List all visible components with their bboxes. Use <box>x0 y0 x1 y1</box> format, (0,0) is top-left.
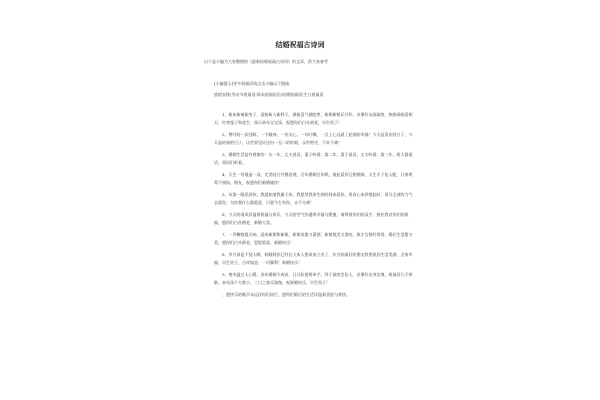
link-separator: | <box>302 92 304 97</box>
wish-item: 、愿快乐的歌声永远伴你们同行，愿你们婚后的生活洋溢着喜悦与欢快。 <box>222 292 350 297</box>
wish-item: 3、婚姻生活是有规律的：头一年，丈夫说话，妻子听着；第二年，妻子说话，丈夫听着；第三年，两人都说话，邻居们听着。 <box>214 152 413 166</box>
wish-item: 2、曾经的一次回眸，一个眼神，一份关心，一句叮嘱，一点上心远就了此刻的幸福！今天是喜庆的日子，今天是结果的日子，让世界见证这份一无二的时刻，永世相守，不弃不离！ <box>214 132 413 146</box>
link-birthday-wishes[interactable]: 生日祝福语 <box>303 92 324 97</box>
document-page <box>178 40 422 400</box>
wish-list <box>214 111 414 303</box>
link-separator: | <box>230 92 232 97</box>
link-labor-day-wishes[interactable]: 劳动节祝福语 <box>231 92 256 97</box>
link-weekend-messages[interactable]: 周末祝福短信 <box>256 92 281 97</box>
tips-box <box>214 78 414 100</box>
link-wedding-wishes[interactable]: 结婚祝福语 <box>282 92 303 97</box>
wish-item: 8、岁月真是不饶人啊，转眼间你已经长大成人要成家立业了，作为你最好的朋友我要祝你生活美满，全家幸福，早生贵子，吉祥如意，一切顺利！新婚快乐！ <box>214 252 413 266</box>
wish-item: 6、今天的清风洋溢着祝福与欢乐，今天的空气弥漫着幸福与甜蜜，请带着你们的双手，接住我对你们的祝福，愿你们白首偕老，新婚大喜。 <box>214 212 409 226</box>
tips-prefix: [小编提示]更多祝福语请点击小编以下链接: <box>214 81 291 86</box>
wish-item: 7、一声鞭炮震天响，迎来新郎和新娘，新郎英俊又潇洒，新娘貌美又漂亮，郎才女貌好鸳鸯，婚后生活甜又美，愿你们白头偕老，恩恩爱爱，新婚快乐！ <box>214 232 413 246</box>
document-intro: 以下是小编为大家整理的《最新结婚祝福古诗词》的文章，供大家参考 <box>204 59 328 64</box>
link-separator: | <box>280 92 283 97</box>
link-separator: | <box>255 92 257 97</box>
wish-item: 9、寒冬温过人心暖，非年婚姻今成真，日日盼望两牵手，拜于洞房会佳人，亲朋好友身边聚，祝福话儿不停歇，来年添个大胖小，三口之家乐淘淘，祝新婚快乐，早生贵子！ <box>214 272 413 286</box>
link-holiday-schedule[interactable]: 放假安排 <box>214 92 230 97</box>
wish-item: 1、新床新被新房子，迎接新人新样子，满屋喜气满院笑，新郎新娘乐开怀，亲朋好友闹洞房，热热闹闹喜相天，红枣莲子和花生，预示来年宝宝添，祝愿你们白头到老，早生贵子！ <box>214 112 413 126</box>
document-title: 结婚祝福古诗词 <box>275 40 325 49</box>
wish-item: 4、天生一对地造一双，完美结合共携连理，百年婚姻百年眠，彼此爱你互相照顾，天生才子佳人配，只羡鸳鸯不羡仙，朋友，祝愿你们新婚愉快！ <box>214 172 413 186</box>
wish-item: 5、从第一眼见到你，我就知道我属于你，我愿用我余生的时间来爱你，用真心来珍惜此时，用尽全部的力气去爱你，为你我什么都愿意，只愿今生有你，永不分离！ <box>214 192 413 206</box>
tips-links <box>214 89 414 100</box>
